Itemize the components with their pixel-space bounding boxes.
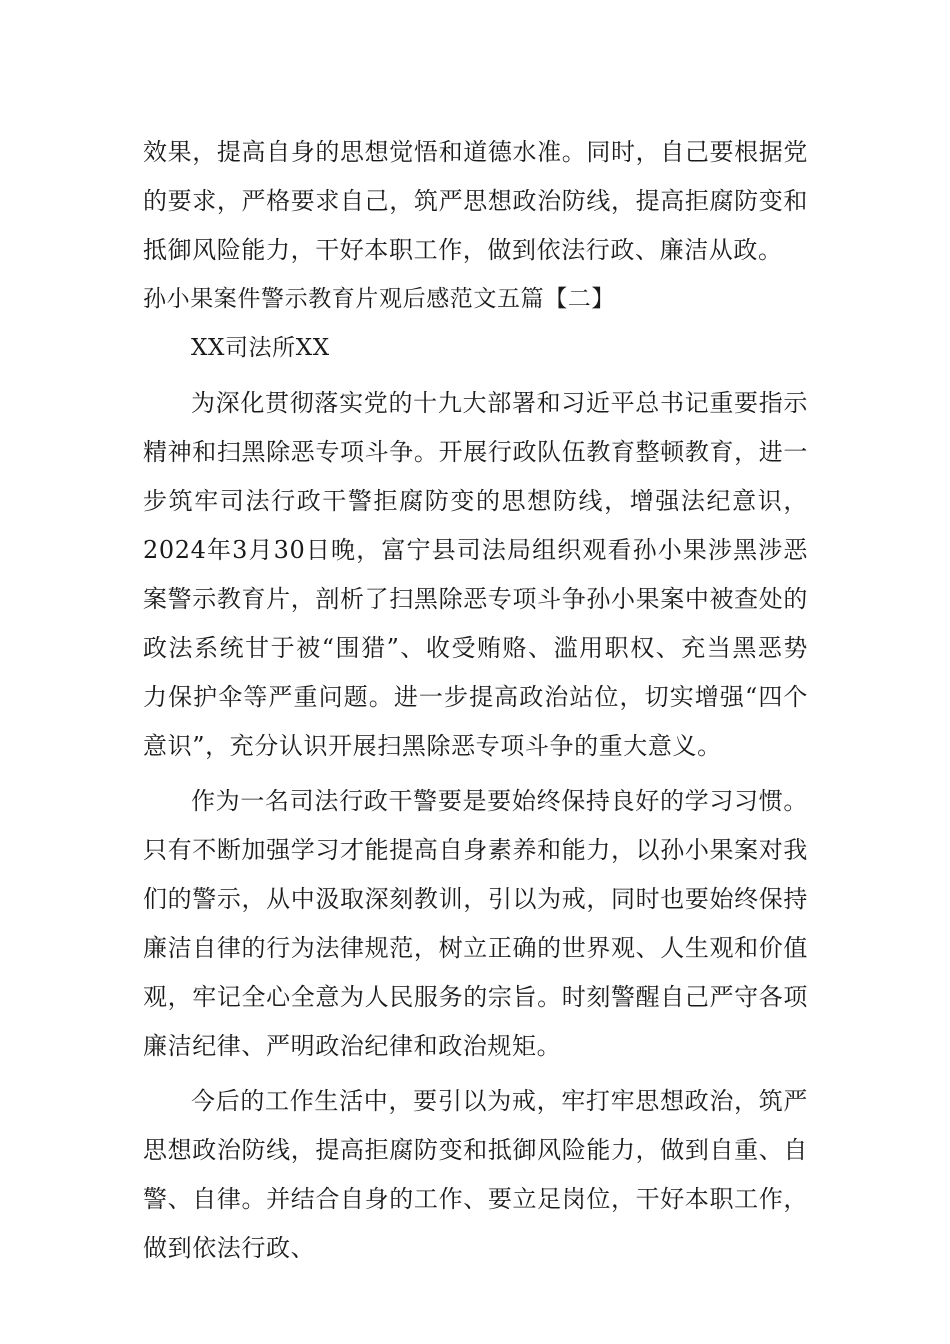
- section-heading: 孙小果案件警示教育片观后感范文五篇【二】: [143, 286, 615, 312]
- body-paragraph-2: 作为一名司法行政干警要是要始终保持良好的学习习惯。只有不断加强学习才能提高自身素养和能力，以孙小果案对我们的警示，从中汲取深刻教训，引以为戒，同时也要始终保持廉洁自律的行为法律规范，树立正确的世界观、人生观和价值观，牢记全心全意为人民服务的宗旨。时刻警醒自己严守各项廉洁纪律、严明政治纪律和政治规矩。: [143, 787, 808, 1060]
- body-paragraph-3: 今后的工作生活中，要引以为戒，牢打牢思想政治，筑严思想政治防线，提高拒腐防变和抵御风险能力，做到自重、自警、自律。并结合自身的工作、要立足岗位，干好本职工作，做到依法行政、: [143, 1087, 808, 1262]
- body-paragraph-1: 为深化贯彻落实党的十九大部署和习近平总书记重要指示精神和扫黑除恶专项斗争。开展行政队伍教育整顿教育，进一步筑牢司法行政干警拒腐防变的思想防线，增强法纪意识，2024年3月30日晚，富宁县司法局组织观看孙小果涉黑涉恶案警示教育片，剖析了扫黑除恶专项斗争孙小果案中被查处的政法系统甘于被“围猎”、收受贿赂、滥用职权、充当黑恶势力保护伞等严重问题。进一步提高政治站位，切实增强“四个意识”，充分认识开展扫黑除恶专项斗争的重大意义。: [143, 389, 808, 760]
- document-content: [143, 128, 808, 1273]
- author-line: XX司法所XX: [191, 335, 330, 361]
- continuation-paragraph: 效果，提高自身的思想觉悟和道德水准。同时，自己要根据党的要求，严格要求自己，筑严思想政治防线，提高拒腐防变和抵御风险能力，干好本职工作，做到依法行政、廉洁从政。: [143, 138, 808, 264]
